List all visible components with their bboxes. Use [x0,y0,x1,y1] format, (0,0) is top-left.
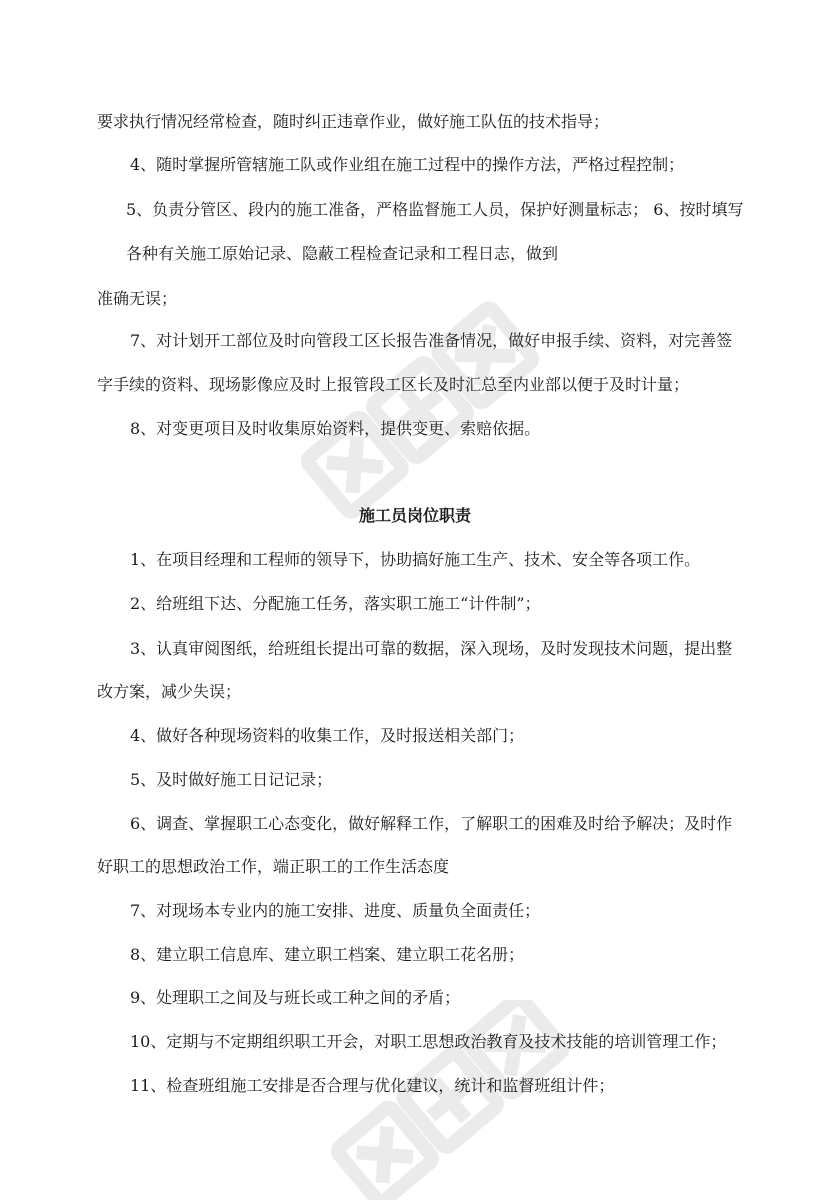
paragraph-line: 7、对计划开工部位及时向管段工区长报告准备情况，做好申报手续、资料，对完善签 [130,331,733,350]
paragraph-line: 准确无误； [97,289,178,308]
list-item: 1、在项目经理和工程师的领导下，协助搞好施工生产、技术、安全等各项工作。 [130,550,701,569]
list-item: 3、认真审阅图纸，给班组长提出可靠的数据，深入现场，及时发现技术问题，提出整 [130,639,733,658]
watermark-top [270,280,570,540]
list-item: 11、检查班组施工安排是否合理与优化建议，统计和监督班组计件； [130,1076,615,1095]
paragraph-line: 8、对变更项目及时收集原始资料，提供变更、索赔依据。 [130,419,541,438]
list-item: 4、做好各种现场资料的收集工作，及时报送相关部门； [130,726,525,745]
list-item-continuation: 好职工的思想政治工作，端正职工的工作生活态度 [97,857,450,876]
list-item: 10、定期与不定期组织职工开会，对职工思想政治教育及技术技能的培训管理工作； [130,1032,727,1051]
list-item: 7、对现场本专业内的施工安排、进度、质量负全面责任； [130,901,541,920]
watermark-bottom [300,1000,600,1200]
paragraph-line: 各种有关施工原始记录、隐蔽工程检查记录和工程日志，做到 [126,244,559,263]
paragraph-line: 5、负责分管区、段内的施工准备，严格监督施工人员，保护好测量标志； 6、按时填写 [126,200,744,219]
list-item: 9、处理职工之间及与班长或工种之间的矛盾； [130,988,461,1007]
paragraph-line: 字手续的资料、现场影像应及时上报管段工区长及时汇总至内业部以便于及时计量； [97,375,690,394]
list-item: 6、调查、掌握职工心态变化，做好解释工作，了解职工的困难及时给予解决；及时作 [130,814,733,833]
list-item: 8、建立职工信息库、建立职工档案、建立职工花名册； [130,945,525,964]
list-item-continuation: 改方案，减少失误； [97,682,242,701]
list-item: 5、及时做好施工日记记录； [130,770,333,789]
paragraph-line: 4、随时掌握所管辖施工队或作业组在施工过程中的操作方法，严格过程控制； [130,155,685,174]
section-title: 施工员岗位职责 [358,506,471,525]
list-item: 2、给班组下达、分配施工任务，落实职工施工“计件制”； [130,594,541,613]
paragraph-line: 要求执行情况经常检查，随时纠正违章作业，做好施工队伍的技术指导； [97,112,610,131]
